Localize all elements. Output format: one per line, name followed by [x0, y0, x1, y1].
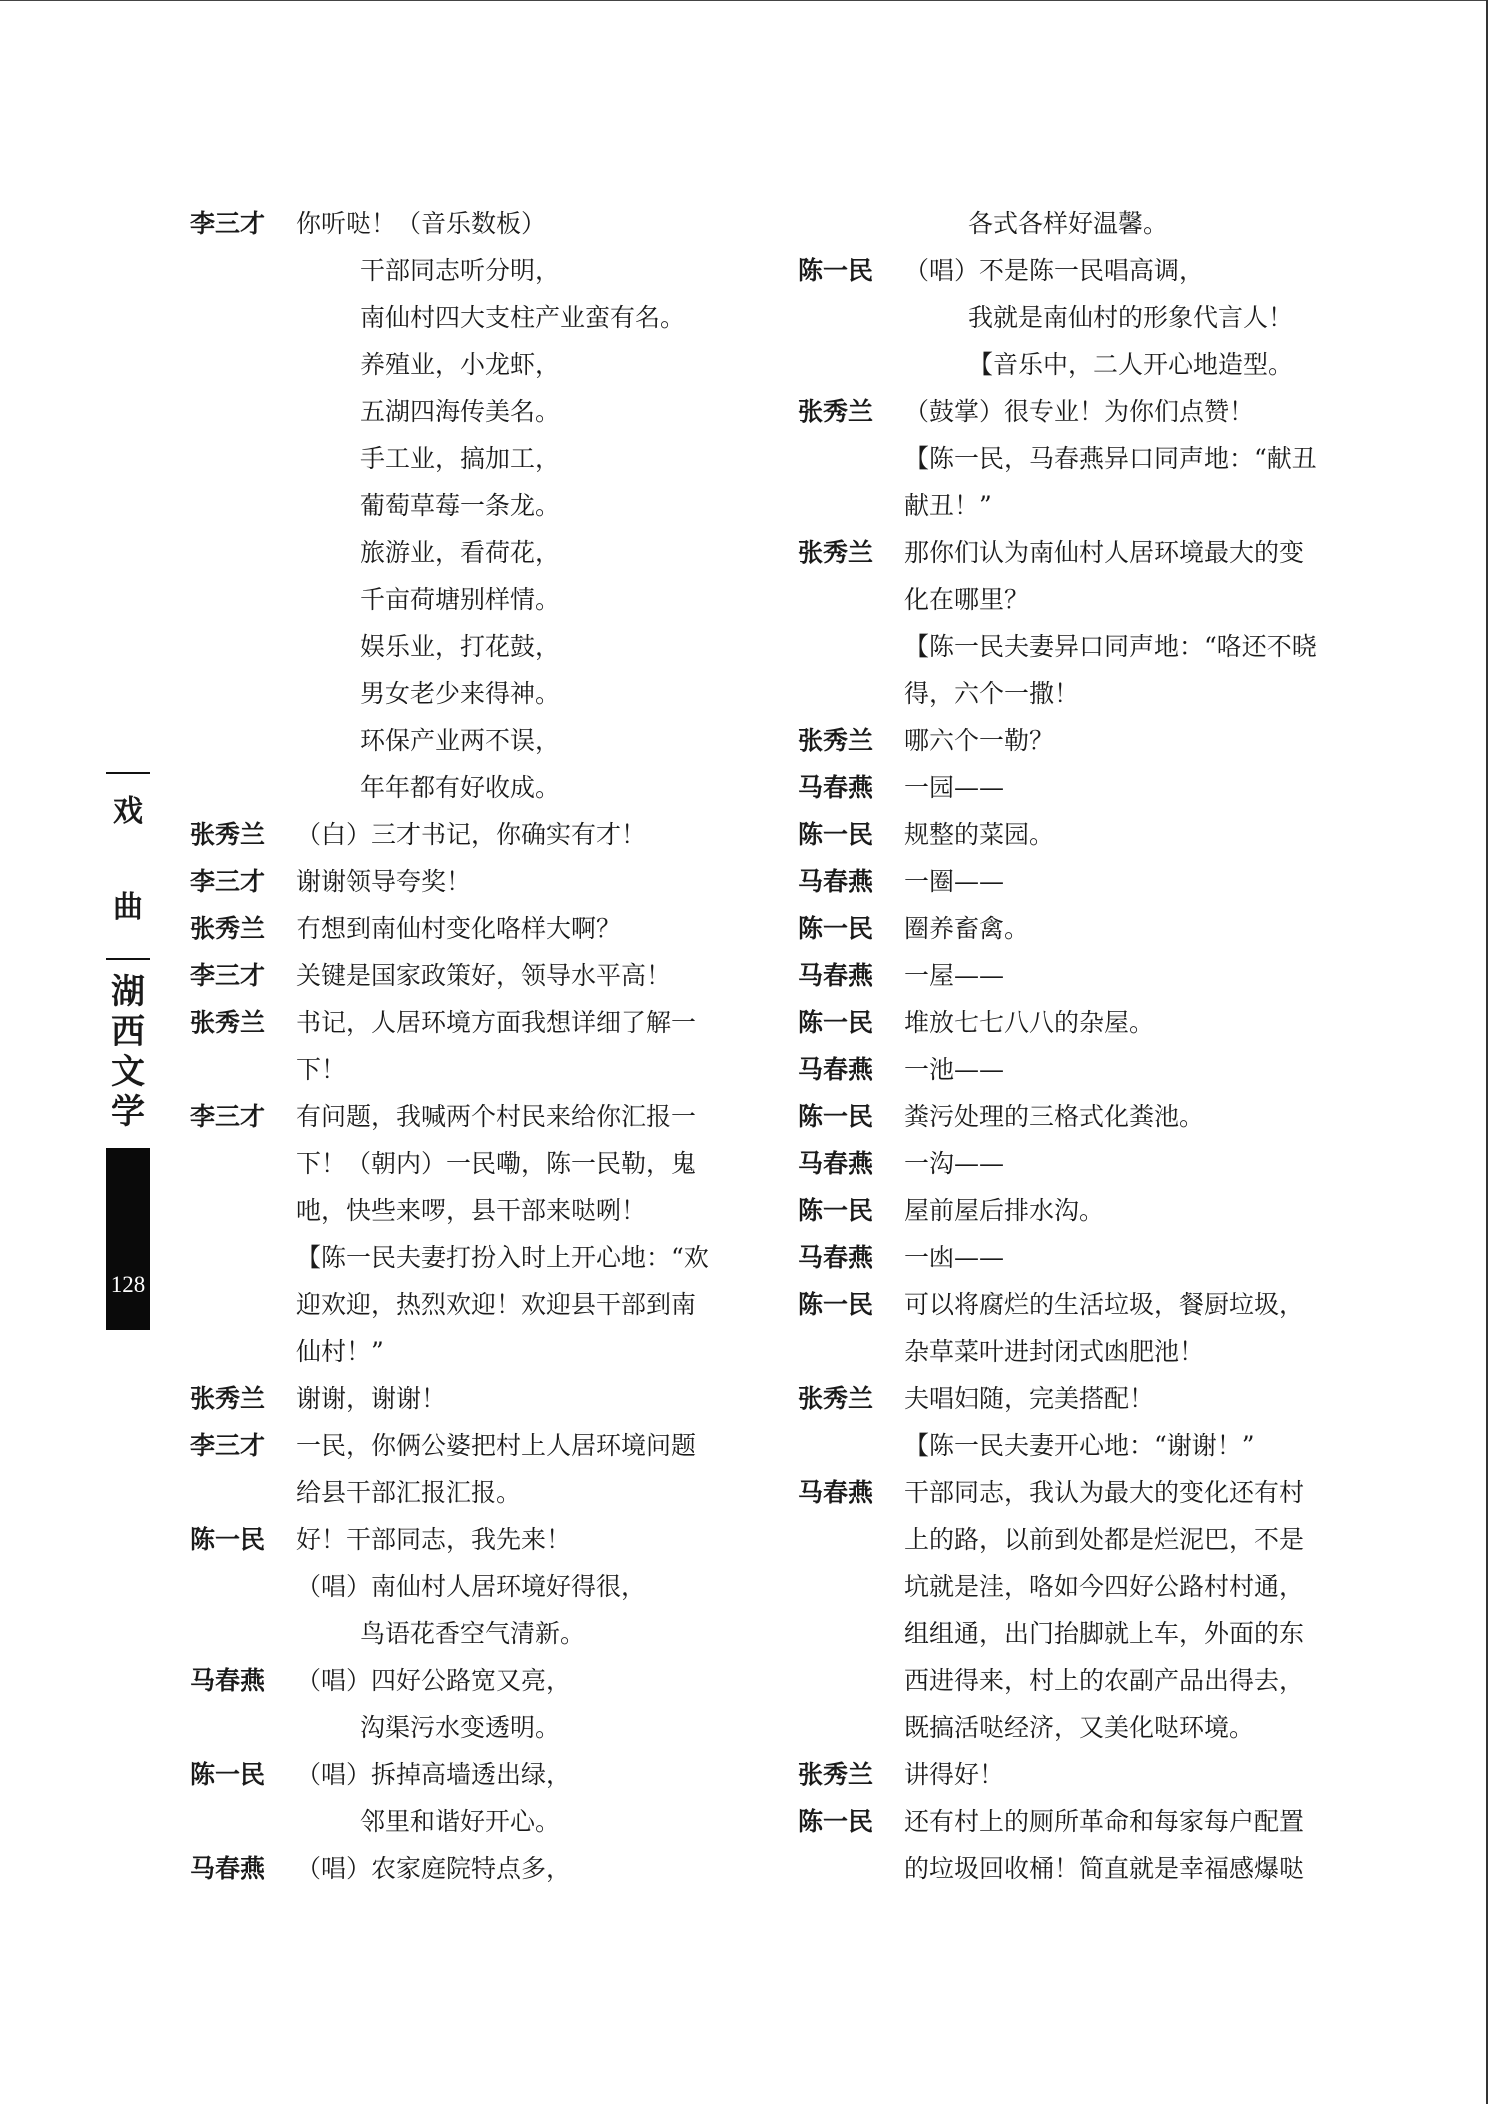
script-line — [798, 999, 1358, 1046]
script-line — [798, 764, 1358, 811]
dialogue-text: 西进得来，村上的农副产品出得去， — [904, 1666, 1305, 1695]
script-line — [798, 1046, 1358, 1093]
dialogue-text: 组组通，出门抬脚就上车，外面的东 — [904, 1619, 1305, 1648]
dialogue-text: 五湖四海传美名。 — [360, 397, 561, 426]
dialogue-text: 各式各样好温馨。 — [968, 209, 1169, 238]
speaker-name: 陈一民 — [798, 1807, 874, 1836]
margin-section-tag — [106, 772, 150, 1330]
dialogue-text: 千亩荷塘别样情。 — [360, 585, 561, 614]
speaker-name: 陈一民 — [798, 256, 874, 285]
script-line — [190, 1422, 750, 1469]
script-line — [190, 764, 750, 811]
dialogue-text: （唱）不是陈一民唱高调， — [904, 256, 1205, 285]
script-line — [190, 482, 750, 529]
dialogue-text: 男女老少来得神。 — [360, 679, 561, 708]
script-line — [798, 529, 1358, 576]
script-line — [190, 999, 750, 1046]
dialogue-text: （白）三才书记，你确实有才！ — [296, 820, 647, 849]
dialogue-text: 给县干部汇报汇报。 — [296, 1478, 522, 1507]
script-line — [798, 294, 1358, 341]
journal-logo-char: 文 — [111, 1052, 145, 1092]
script-line — [798, 670, 1358, 717]
dialogue-text: 一圈—— — [904, 867, 1005, 896]
script-line — [798, 1140, 1358, 1187]
script-line — [798, 858, 1358, 905]
script-line — [190, 1281, 750, 1328]
speaker-name: 李三才 — [190, 1431, 266, 1460]
script-line — [190, 1516, 750, 1563]
dialogue-text: 葡萄草莓一条龙。 — [360, 491, 561, 520]
script-line — [190, 1328, 750, 1375]
script-line — [190, 717, 750, 764]
script-line — [190, 1469, 750, 1516]
margin-section-char-bottom: 曲 — [113, 890, 143, 925]
speaker-name: 陈一民 — [190, 1760, 266, 1789]
script-line — [798, 341, 1358, 388]
dialogue-text: （唱）南仙村人居环境好得很， — [296, 1572, 647, 1601]
dialogue-text: （唱）农家庭院特点多， — [296, 1854, 572, 1883]
dialogue-text: 粪污处理的三格式化粪池。 — [904, 1102, 1205, 1131]
script-line — [798, 576, 1358, 623]
script-line — [190, 623, 750, 670]
dialogue-text: 一园—— — [904, 773, 1005, 802]
dialogue-text: 书记，人居环境方面我想详细了解一 — [296, 1008, 697, 1037]
script-line — [190, 1187, 750, 1234]
speaker-name: 陈一民 — [190, 1525, 266, 1554]
dialogue-text: 冇想到南仙村变化咯样大啊？ — [296, 914, 622, 943]
speaker-name: 张秀兰 — [190, 1384, 266, 1413]
script-line — [190, 1046, 750, 1093]
speaker-name: 张秀兰 — [190, 820, 266, 849]
script-line — [798, 1187, 1358, 1234]
script-line — [190, 905, 750, 952]
left-column — [190, 200, 750, 1892]
script-line — [798, 435, 1358, 482]
script-line — [190, 341, 750, 388]
dialogue-text: 还有村上的厕所革命和每家每户配置 — [904, 1807, 1305, 1836]
speaker-name: 张秀兰 — [798, 538, 874, 567]
dialogue-text: 一屋—— — [904, 961, 1005, 990]
script-line — [798, 952, 1358, 999]
script-line — [190, 200, 750, 247]
dialogue-text: 年年都有好收成。 — [360, 773, 561, 802]
dialogue-text: 【陈一民夫妻开心地：“谢谢！” — [904, 1431, 1255, 1460]
script-line — [798, 1845, 1358, 1892]
script-line — [190, 1093, 750, 1140]
script-line — [190, 1845, 750, 1892]
speaker-name: 马春燕 — [798, 1243, 874, 1272]
script-line — [190, 529, 750, 576]
dialogue-text: 上的路，以前到处都是烂泥巴，不是 — [904, 1525, 1305, 1554]
speaker-name: 马春燕 — [798, 1055, 874, 1084]
script-line — [798, 905, 1358, 952]
dialogue-text: 得，六个一撒！ — [904, 679, 1080, 708]
dialogue-text: 关键是国家政策好，领导水平高！ — [296, 961, 672, 990]
script-line — [798, 1563, 1358, 1610]
script-line — [798, 717, 1358, 764]
dialogue-text: 环保产业两不误， — [360, 726, 561, 755]
speaker-name: 马春燕 — [798, 1478, 874, 1507]
dialogue-text: 有问题，我喊两个村民来给你汇报一 — [296, 1102, 697, 1131]
dialogue-text: 坑就是洼，咯如今四好公路村村通， — [904, 1572, 1305, 1601]
dialogue-text: 圈养畜禽。 — [904, 914, 1030, 943]
speaker-name: 李三才 — [190, 209, 266, 238]
dialogue-text: 娱乐业，打花鼓， — [360, 632, 561, 661]
dialogue-text: 干部同志，我认为最大的变化还有村 — [904, 1478, 1305, 1507]
script-line — [798, 1516, 1358, 1563]
dialogue-text: 【陈一民夫妻异口同声地：“咯还不晓 — [904, 632, 1317, 661]
script-line — [798, 1469, 1358, 1516]
margin-rule-middle — [106, 958, 150, 960]
speaker-name: 张秀兰 — [190, 914, 266, 943]
dialogue-text: 手工业，搞加工， — [360, 444, 561, 473]
script-line — [798, 1375, 1358, 1422]
script-line — [798, 1093, 1358, 1140]
dialogue-text: 化在哪里？ — [904, 585, 1030, 614]
script-line — [190, 247, 750, 294]
margin-section-char-top: 戏 — [113, 794, 143, 829]
journal-logo-char: 湖 — [111, 972, 145, 1012]
script-line — [798, 482, 1358, 529]
dialogue-text: 旅游业，看荷花， — [360, 538, 561, 567]
speaker-name: 李三才 — [190, 867, 266, 896]
dialogue-text: 鸟语花香空气清新。 — [360, 1619, 586, 1648]
dialogue-text: （唱）四好公路宽又亮， — [296, 1666, 572, 1695]
script-line — [798, 1328, 1358, 1375]
dialogue-text: 的垃圾回收桶！简直就是幸福感爆哒 — [904, 1854, 1305, 1883]
dialogue-text: 我就是南仙村的形象代言人！ — [968, 303, 1294, 332]
speaker-name: 马春燕 — [798, 1149, 874, 1178]
script-line — [190, 1657, 750, 1704]
script-line — [190, 811, 750, 858]
speaker-name: 陈一民 — [798, 1290, 874, 1319]
script-line — [190, 670, 750, 717]
script-line — [798, 200, 1358, 247]
dialogue-text: 一凼—— — [904, 1243, 1005, 1272]
dialogue-text: 献丑！” — [904, 491, 992, 520]
journal-logo-char: 西 — [111, 1012, 145, 1052]
script-line — [190, 294, 750, 341]
script-line — [190, 1563, 750, 1610]
speaker-name: 陈一民 — [798, 1008, 874, 1037]
script-line — [798, 1610, 1358, 1657]
script-line — [190, 1704, 750, 1751]
script-line — [798, 1657, 1358, 1704]
dialogue-text: 杂草菜叶进封闭式凼肥池！ — [904, 1337, 1205, 1366]
script-line — [798, 1798, 1358, 1845]
script-line — [190, 576, 750, 623]
dialogue-text: 迎欢迎，热烈欢迎！欢迎县干部到南 — [296, 1290, 697, 1319]
speaker-name: 马春燕 — [190, 1666, 266, 1695]
script-line — [798, 1422, 1358, 1469]
dialogue-text: 邻里和谐好开心。 — [360, 1807, 561, 1836]
dialogue-text: 既搞活哒经济，又美化哒环境。 — [904, 1713, 1255, 1742]
script-line — [190, 1375, 750, 1422]
dialogue-text: 【陈一民夫妻打扮入时上开心地：“欢 — [296, 1243, 709, 1272]
speaker-name: 陈一民 — [798, 820, 874, 849]
script-line — [190, 1798, 750, 1845]
script-line — [190, 1234, 750, 1281]
speaker-name: 马春燕 — [798, 961, 874, 990]
dialogue-text: 好！干部同志，我先来！ — [296, 1525, 572, 1554]
script-line — [798, 388, 1358, 435]
script-line — [798, 1234, 1358, 1281]
dialogue-text: 下！ — [296, 1055, 347, 1084]
dialogue-text: 下！（朝内）一民嘞，陈一民勒，鬼 — [296, 1149, 697, 1178]
page-number: 128 — [110, 1272, 146, 1297]
dialogue-text: 你听哒！（音乐数板） — [296, 209, 547, 238]
dialogue-text: 吔，快些来啰，县干部来哒咧！ — [296, 1196, 647, 1225]
dialogue-text: 【音乐中，二人开心地造型。 — [968, 350, 1294, 379]
dialogue-text: （鼓掌）很专业！为你们点赞！ — [904, 397, 1255, 426]
dialogue-text: 干部同志听分明， — [360, 256, 561, 285]
dialogue-text: 谢谢领导夸奖！ — [296, 867, 472, 896]
speaker-name: 张秀兰 — [798, 726, 874, 755]
dialogue-text: 【陈一民，马春燕异口同声地：“献丑 — [904, 444, 1317, 473]
script-line — [190, 1610, 750, 1657]
speaker-name: 张秀兰 — [798, 1760, 874, 1789]
dialogue-text: 一池—— — [904, 1055, 1005, 1084]
dialogue-text: 谢谢，谢谢！ — [296, 1384, 447, 1413]
speaker-name: 张秀兰 — [190, 1008, 266, 1037]
dialogue-text: 南仙村四大支柱产业蛮有名。 — [360, 303, 686, 332]
dialogue-text: 那你们认为南仙村人居环境最大的变 — [904, 538, 1305, 567]
speaker-name: 陈一民 — [798, 914, 874, 943]
dialogue-text: 屋前屋后排水沟。 — [904, 1196, 1105, 1225]
dialogue-text: 夫唱妇随，完美搭配！ — [904, 1384, 1155, 1413]
journal-logo-char: 学 — [111, 1092, 145, 1132]
script-line — [798, 1751, 1358, 1798]
dialogue-text: 讲得好！ — [904, 1760, 1005, 1789]
speaker-name: 李三才 — [190, 1102, 266, 1131]
script-line — [190, 1140, 750, 1187]
dialogue-text: 沟渠污水变透明。 — [360, 1713, 561, 1742]
dialogue-text: 养殖业，小龙虾， — [360, 350, 561, 379]
speaker-name: 陈一民 — [798, 1196, 874, 1225]
script-line — [798, 1281, 1358, 1328]
dialogue-text: 一沟—— — [904, 1149, 1005, 1178]
script-line — [798, 811, 1358, 858]
dialogue-text: 一民，你俩公婆把村上人居环境问题 — [296, 1431, 697, 1460]
script-line — [798, 247, 1358, 294]
speaker-name: 马春燕 — [798, 773, 874, 802]
top-border-line — [0, 0, 1488, 1]
speaker-name: 张秀兰 — [798, 1384, 874, 1413]
script-line — [190, 1751, 750, 1798]
margin-rule-top — [106, 772, 150, 774]
script-line — [190, 435, 750, 482]
dialogue-text: 堆放七七八八的杂屋。 — [904, 1008, 1155, 1037]
script-line — [190, 858, 750, 905]
speaker-name: 马春燕 — [190, 1854, 266, 1883]
right-column — [798, 200, 1358, 1892]
dialogue-text: 可以将腐烂的生活垃圾，餐厨垃圾， — [904, 1290, 1305, 1319]
dialogue-text: 仙村！” — [296, 1337, 384, 1366]
script-line — [190, 952, 750, 999]
dialogue-text: 哪六个一勒？ — [904, 726, 1055, 755]
speaker-name: 马春燕 — [798, 867, 874, 896]
script-line — [798, 623, 1358, 670]
speaker-name: 陈一民 — [798, 1102, 874, 1131]
page-number-box — [106, 1148, 150, 1330]
speaker-name: 张秀兰 — [798, 397, 874, 426]
speaker-name: 李三才 — [190, 961, 266, 990]
script-line — [798, 1704, 1358, 1751]
dialogue-text: 规整的菜园。 — [904, 820, 1055, 849]
script-line — [190, 388, 750, 435]
dialogue-text: （唱）拆掉高墙透出绿， — [296, 1760, 572, 1789]
